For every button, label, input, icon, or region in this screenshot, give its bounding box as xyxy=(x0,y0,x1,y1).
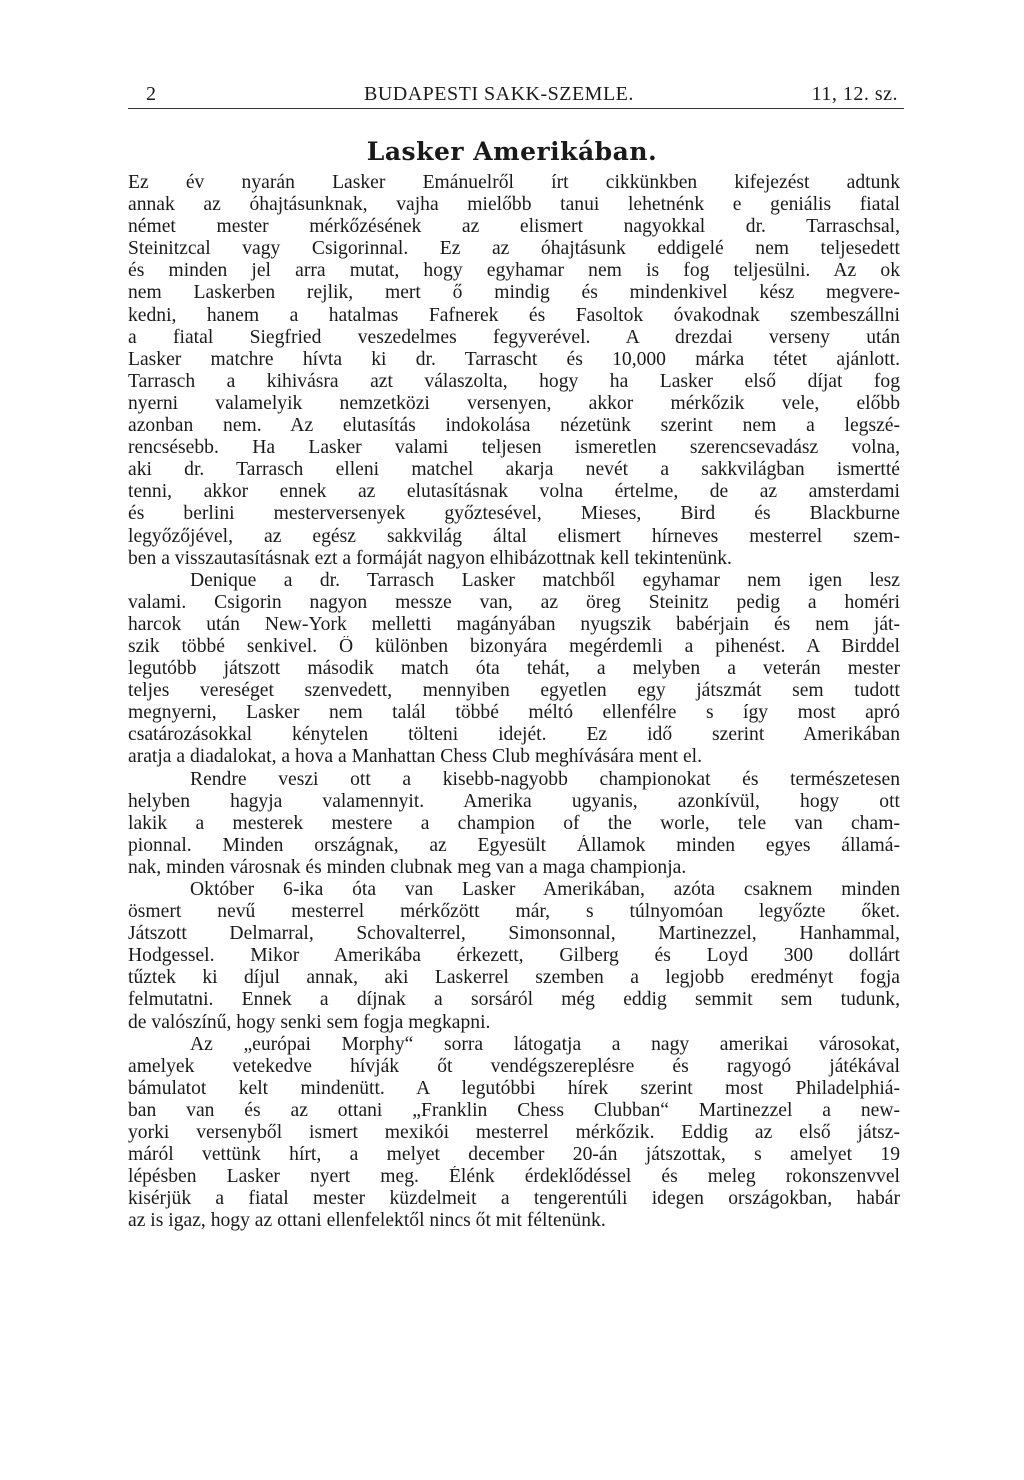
text-line: Tarrasch a kihivásra azt válaszolta, hogy ha Lasker első díjat fog xyxy=(128,370,900,392)
text-line: pionnal. Minden országnak, az Egyesült Államok minden egyes államá- xyxy=(128,834,900,856)
text-line: Hodgessel. Mikor Amerikába érkezett, Gilberg és Loyd 300 dollárt xyxy=(128,945,900,967)
text-line: legutóbb játszott második match óta tehát, a melyben a veterán mester xyxy=(128,658,900,680)
paragraph xyxy=(128,570,900,769)
text-line: harcok után New-York melletti magányában nyugszik babérjain és nem ját- xyxy=(128,613,900,635)
text-line: a fiatal Siegfried veszedelmes fegyverével. A drezdai verseny után xyxy=(128,326,900,348)
text-line: Az „európai Morphy“ sorra látogatja a nagy amerikai városokat, xyxy=(190,1033,900,1055)
text-line: Játszott Delmarral, Schovalterrel, Simonsonnal, Martinezzel, Hanhammal, xyxy=(128,923,900,945)
article-body xyxy=(128,172,900,1233)
text-line: nyerni valamelyik nemzetközi versenyen, akkor mérkőzik vele, előbb xyxy=(128,392,900,414)
text-line: és minden jel arra mutat, hogy egyhamar nem is fog teljesülni. Az ok xyxy=(128,260,900,282)
text-line: az is igaz, hogy az ottani ellenfelektől nincs őt mit féltenünk. xyxy=(128,1210,606,1232)
article-title: Lasker Amerikában. xyxy=(366,137,658,166)
text-line: nak, minden városnak és minden clubnak meg van a maga championja. xyxy=(128,856,687,878)
text-line: teljes vereséget szenvedett, mennyiben egyetlen egy játszmát sem tudott xyxy=(128,680,900,702)
text-line: Lasker matchre hívta ki dr. Tarrascht és 10,000 márka tétet ajánlott. xyxy=(128,348,900,370)
text-line: szik többé senkivel. Ő különben bizonyára megérdemli a pihenést. A Birddel xyxy=(128,635,900,657)
text-line: ban van és az ottani „Franklin Chess Clubban“ Martinezzel a new- xyxy=(128,1099,900,1121)
text-line: lakik a mesterek mestere a champion of the worle, tele van cham- xyxy=(128,812,900,834)
text-line: és berlini mesterversenyek győztesével, Mieses, Bird és Blackburne xyxy=(128,503,900,525)
text-line: azonban nem. Az elutasítás indokolása nézetünk szerint nem a legszé- xyxy=(128,415,900,437)
text-line: Ez év nyarán Lasker Emánuelről írt cikkünkben kifejezést adtunk xyxy=(128,172,900,193)
paragraph xyxy=(128,172,900,570)
text-line: yorki versenyből ismert mexikói mesterrel mérkőzik. Eddig az első játsz- xyxy=(128,1122,900,1144)
text-line: Október 6-ika óta van Lasker Amerikában, azóta csaknem minden xyxy=(190,879,900,900)
text-line: helyben hagyja valamennyit. Amerika ugyanis, azonkívül, hogy ott xyxy=(128,790,900,812)
issue-number: 11, 12. sz. xyxy=(811,83,898,105)
header-rule xyxy=(128,108,904,109)
text-line: Denique a dr. Tarrasch Lasker matchből egyhamar nem igen lesz xyxy=(190,569,900,591)
text-line: megnyerni, Lasker nem talál többé méltó ellenfélre s így most apró xyxy=(128,702,900,724)
text-line: annak az óhajtásunknak, vajha mielőbb tanui lehetnénk e geniális fiatal xyxy=(128,194,900,216)
paragraph xyxy=(128,769,900,879)
text-line: ösmert nevű mesterrel mérkőzött már, s túlnyomóan legyőzte őket. xyxy=(128,901,900,923)
journal-title: BUDAPESTI SAKK-SZEMLE. xyxy=(364,83,634,105)
text-line: máról vettünk hírt, a melyet december 20-án játszottak, s amelyet 19 xyxy=(128,1144,900,1166)
text-line: Steinitzcal vagy Csigorinnal. Ez az óhajtásunk eddigelé nem teljesedett xyxy=(128,238,900,260)
text-line: legyőzőjével, az egész sakkvilág által elismert hírneves mesterrel szem- xyxy=(128,525,900,547)
text-line: csatározásokkal kénytelen tölteni idejét. Ez idő szerint Amerikában xyxy=(128,724,900,746)
text-line: valami. Csigorin nagyon messze van, az öreg Steinitz pedig a homéri xyxy=(128,591,900,613)
text-line: német mester mérkőzésének az elismert nagyokkal dr. Tarraschsal, xyxy=(128,216,900,238)
text-line: bámulatot kelt mindenütt. A legutóbbi hírek szerint most Philadelphiá- xyxy=(128,1077,900,1099)
text-line: tenni, akkor ennek az elutasításnak volna értelme, de az amsterdami xyxy=(128,481,900,503)
text-line: tűztek ki díjul annak, aki Laskerrel szemben a legjobb eredményt fogja xyxy=(128,967,900,989)
text-line: Rendre veszi ott a kisebb-nagyobb championokat és természetesen xyxy=(190,768,900,790)
text-line: aki dr. Tarrasch elleni matchel akarja nevét a sakkvilágban ismertté xyxy=(128,459,900,481)
page-number: 2 xyxy=(146,83,157,105)
text-line: ben a visszautasításnak ezt a formáját nagyon elhibázottnak kell tekintenünk. xyxy=(128,547,732,569)
running-header xyxy=(128,80,904,108)
paragraph xyxy=(128,1034,900,1233)
text-line: de valószínű, hogy senki sem fogja megkapni. xyxy=(128,1011,491,1033)
text-line: aratja a diadalokat, a hova a Manhattan Chess Club meghívására ment el. xyxy=(128,746,703,768)
text-line: rencsésebb. Ha Lasker valami teljesen ismeretlen szerencsevadász volna, xyxy=(128,437,900,459)
text-line: nem Laskerben rejlik, mert ő mindig és mindenkivel kész megvere- xyxy=(128,282,900,304)
text-line: kedni, hanem a hatalmas Fafnerek és Fasoltok óvakodnak szembeszállni xyxy=(128,304,900,326)
text-line: amelyek vetekedve hívják őt vendégszereplésre és ragyogó játékával xyxy=(128,1055,900,1077)
text-line: lépésben Lasker nyert meg. Élénk érdeklődéssel és meleg rokonszenvvel xyxy=(128,1166,900,1188)
paragraph xyxy=(128,879,900,1034)
text-line: felmutatni. Ennek a díjnak a sorsáról még eddig semmit sem tudunk, xyxy=(128,989,900,1011)
text-line: kisérjük a fiatal mester küzdelmeit a tengerentúli idegen országokban, habár xyxy=(128,1188,900,1210)
